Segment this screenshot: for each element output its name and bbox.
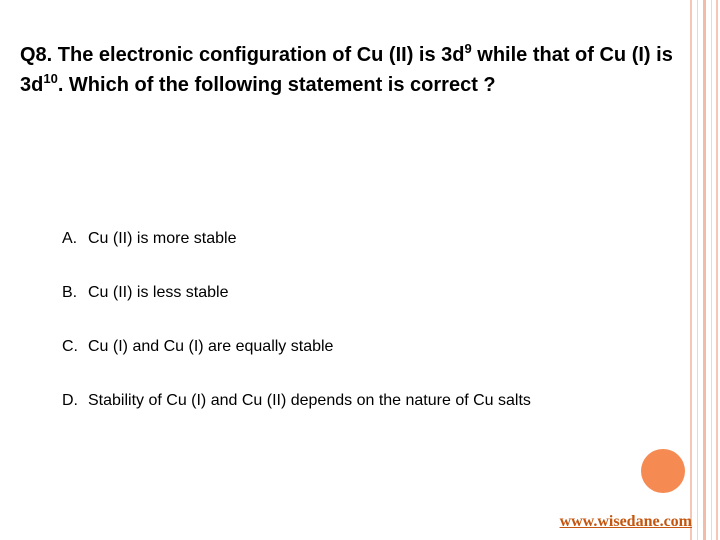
question-part-1: Q8. The electronic configuration of Cu (II) is 3d (20, 44, 465, 66)
decorative-stripe (703, 0, 706, 540)
question-text (20, 40, 690, 100)
superscript-10: 10 (43, 71, 58, 86)
option-text: Cu (II) is more stable (88, 230, 237, 247)
question-part-2: while that of Cu (I) is 3d (20, 44, 673, 96)
decorative-circle-icon (641, 449, 685, 493)
options-list (62, 228, 682, 444)
option-a[interactable] (62, 228, 682, 282)
option-text: Cu (I) and Cu (I) are equally stable (88, 338, 334, 355)
superscript-9: 9 (464, 41, 472, 56)
decorative-stripe (697, 0, 698, 540)
option-letter: B. (62, 284, 78, 301)
option-letter: A. (62, 230, 78, 247)
decorative-stripe (711, 0, 712, 540)
option-letter: C. (62, 338, 78, 355)
option-text: Stability of Cu (I) and Cu (II) depends on the nature of Cu salts (88, 392, 531, 409)
question-part-3: . Which of the following statement is correct ? (57, 74, 496, 96)
option-d[interactable] (62, 390, 682, 444)
option-letter: D. (62, 392, 78, 409)
website-link[interactable]: www.wisedane.com (559, 513, 692, 530)
option-c[interactable] (62, 336, 682, 390)
decorative-stripe (690, 0, 692, 540)
decorative-stripe (716, 0, 718, 540)
option-text: Cu (II) is less stable (88, 284, 229, 301)
option-b[interactable] (62, 282, 682, 336)
